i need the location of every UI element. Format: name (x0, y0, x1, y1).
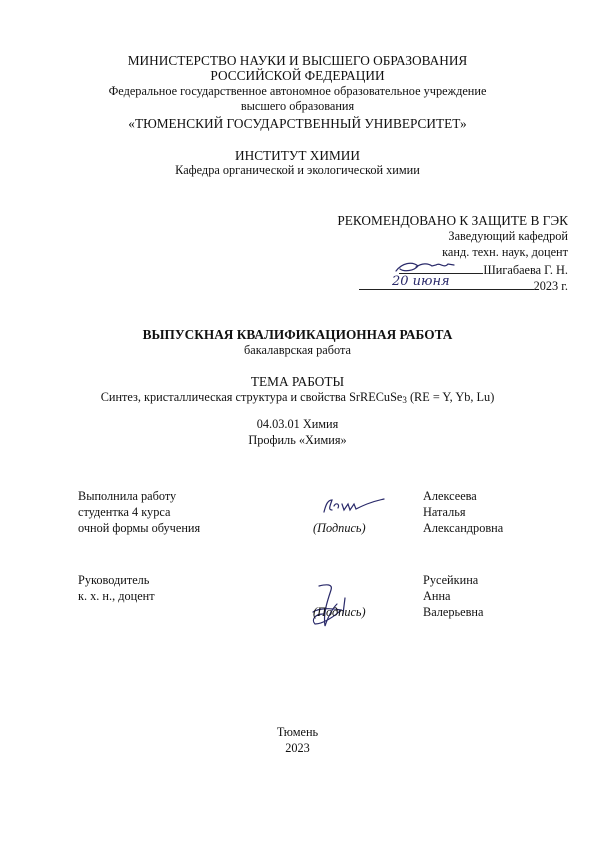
supervisor-role-line-1: Руководитель (78, 573, 150, 587)
student-first-name: Наталья (423, 505, 466, 519)
approval-date-blank (359, 277, 534, 290)
approval-date-handwritten: 20 июня (392, 274, 450, 289)
approval-signature-line (399, 261, 483, 274)
footer-year: 2023 (285, 741, 310, 755)
supervisor-surname: Русейкина (423, 573, 479, 587)
specialty-profile: Профиль «Химия» (248, 433, 347, 447)
institution-line-2: высшего образования (240, 99, 355, 113)
student-patronymic: Александровна (423, 521, 504, 535)
ministry-line-1: МИНИСТЕРСТВО НАУКИ И ВЫСШЕГО ОБРАЗОВАНИЯ (127, 53, 468, 68)
approval-name: Шигабаева Г. Н. (483, 263, 568, 277)
theme-title-suffix: (RE = Y, Yb, Lu) (406, 390, 495, 404)
ministry-line-2: РОССИЙСКОЙ ФЕДЕРАЦИИ (210, 68, 385, 83)
student-surname: Алексеева (423, 489, 477, 503)
approval-date-line (359, 277, 568, 293)
theme-title (0, 390, 595, 407)
institute-name: ИНСТИТУТ ХИМИИ (234, 148, 360, 163)
institution-line-1: Федеральное государственное автономное образовательное учреждение (108, 84, 487, 98)
work-subtype: бакалаврская работа (244, 343, 351, 357)
approval-year: 2023 г. (533, 279, 568, 293)
student-role-line-1: Выполнила работу (78, 489, 177, 503)
approval-position: Заведующий кафедрой (448, 229, 568, 243)
university-name: «ТЮМЕНСКИЙ ГОСУДАРСТВЕННЫЙ УНИВЕРСИТЕТ» (128, 116, 467, 131)
approval-name-line (399, 261, 568, 277)
footer-city: Тюмень (276, 725, 319, 739)
approval-degree: канд. техн. наук, доцент (442, 245, 568, 259)
theme-title-subscript: 3 (402, 395, 407, 405)
theme-title-prefix: Синтез, кристаллическая структура и свойства SrRECuSe (100, 390, 403, 404)
student-role-line-3: очной формы обучения (78, 521, 201, 535)
department-name: Кафедра органической и экологической химии (175, 163, 420, 177)
specialty-code: 04.03.01 Химия (256, 417, 339, 431)
supervisor-role-line-2: к. х. н., доцент (78, 589, 155, 603)
supervisor-signature-label: (Подпись) (313, 605, 366, 619)
approval-title: РЕКОМЕНДОВАНО К ЗАЩИТЕ В ГЭК (337, 213, 568, 228)
supervisor-patronymic: Валерьевна (423, 605, 484, 619)
student-role-line-2: студентка 4 курса (78, 505, 171, 519)
theme-label: ТЕМА РАБОТЫ (250, 374, 345, 389)
student-signature-icon (318, 496, 388, 518)
student-signature-label: (Подпись) (313, 521, 366, 535)
work-type: ВЫПУСКНАЯ КВАЛИФИКАЦИОННАЯ РАБОТА (142, 327, 453, 342)
supervisor-first-name: Анна (423, 589, 451, 603)
